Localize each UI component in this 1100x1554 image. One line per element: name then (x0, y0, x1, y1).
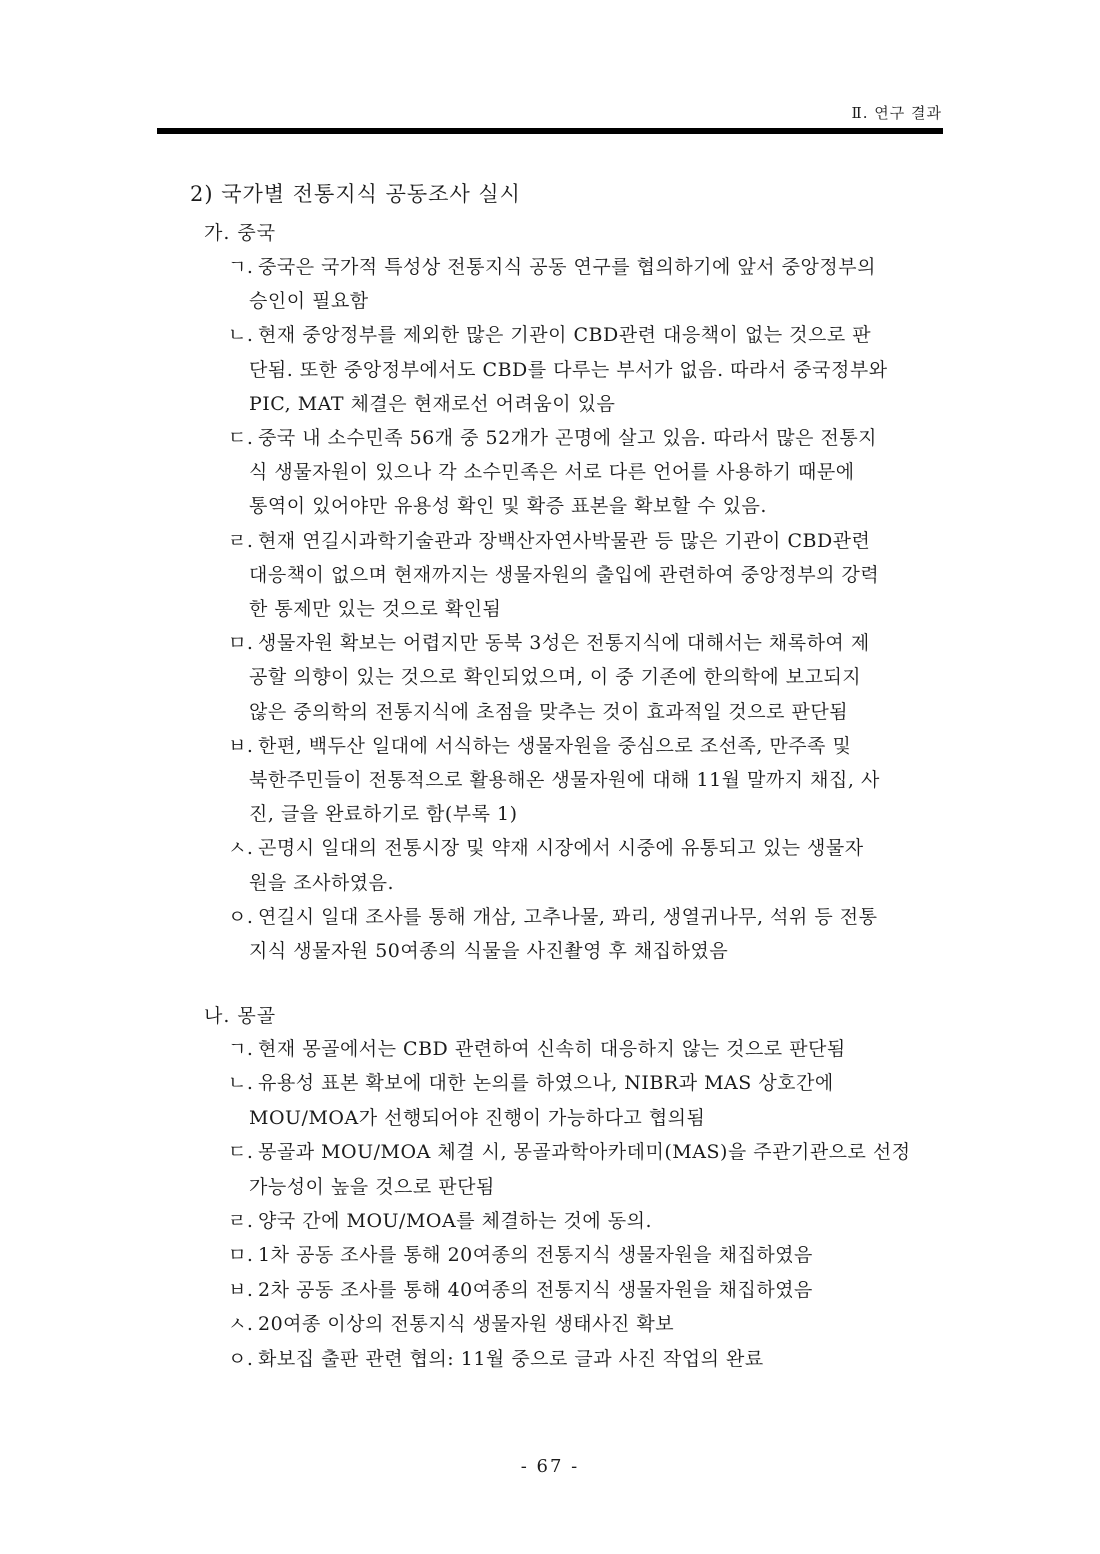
item-text-line: 원을 조사하였음. (249, 871, 395, 894)
item-marker: ㄷ. (228, 427, 254, 449)
item-marker: ㄱ. (228, 1038, 254, 1060)
item-text-line: 북한주민들이 전통적으로 활용해온 생물자원에 대해 11월 말까지 채집, 사 (249, 768, 880, 791)
item-marker: ㅇ. (228, 1347, 254, 1370)
item-text-line: 승인이 필요함 (249, 290, 369, 313)
item-text-line: 연길시 일대 조사를 통해 개삼, 고추나물, 꽈리, 생열귀나무, 석위 등 전통 (258, 905, 878, 928)
item-text-line: 2차 공동 조사를 통해 40여종의 전통지식 생물자원을 채집하였음 (258, 1278, 813, 1301)
item-text-line: 한편, 백두산 일대에 서식하는 생물자원을 중심으로 조선족, 만주족 및 (258, 734, 852, 757)
china-heading: 가. 중국 (204, 222, 277, 244)
item-text-line: 곤명시 일대의 전통시장 및 약재 시장에서 시중에 유통되고 있는 생물자 (258, 837, 864, 860)
item-text-line: 생물자원 확보는 어렵지만 동북 3성은 전통지식에 대해서는 채록하여 제 (258, 632, 870, 655)
item-text-line: 중국은 국가적 특성상 전통지식 공동 연구를 협의하기에 앞서 중앙정부의 (258, 256, 876, 278)
item-text-line: 가능성이 높을 것으로 판단됨 (249, 1175, 495, 1198)
section-title: 2) 국가별 전통지식 공동조사 실시 (190, 182, 521, 206)
item-text-line: 대응책이 없으며 현재까지는 생물자원의 출입에 관련하여 중앙정부의 강력 (249, 563, 880, 586)
item-text-line: 현재 몽골에서는 CBD 관련하여 신속히 대응하지 않는 것으로 판단됨 (258, 1038, 846, 1060)
item-text-line: 지식 생물자원 50여종의 식물을 사진촬영 후 채집하였음 (249, 939, 729, 962)
item-text-line: 공할 의향이 있는 것으로 확인되었으며, 이 중 기존에 한의학에 보고되지 (249, 666, 862, 689)
item-text-line: PIC, MAT 체결은 현재로선 어려움이 있음 (249, 392, 616, 415)
item-marker: ㄱ. (228, 256, 254, 278)
page-number: - 67 - (520, 1456, 580, 1477)
item-text-line: 양국 간에 MOU/MOA를 체결하는 것에 동의. (258, 1210, 653, 1232)
mongolia-heading: 나. 몽골 (204, 1005, 277, 1027)
item-text-line: 중국 내 소수민족 56개 중 52개가 곤명에 살고 있음. 따라서 많은 전통지 (258, 427, 878, 449)
item-text-line: 현재 중앙정부를 제외한 많은 기관이 CBD관련 대응책이 없는 것으로 판 (258, 324, 872, 347)
item-marker: ㅅ. (228, 1313, 254, 1336)
item-marker: ㄷ. (228, 1141, 254, 1164)
item-marker: ㅂ. (228, 1278, 254, 1301)
item-marker: ㅂ. (228, 734, 254, 757)
item-text-line: 몽골과 MOU/MOA 체결 시, 몽골과학아카데미(MAS)을 주관기관으로 선정 (258, 1141, 911, 1164)
item-text-line: MOU/MOA가 선행되어야 진행이 가능하다고 협의됨 (249, 1106, 706, 1129)
header-rule (157, 128, 943, 134)
item-text-line: 유용성 표본 확보에 대한 논의를 하였으나, NIBR과 MAS 상호간에 (258, 1072, 834, 1095)
item-text-line: 현재 연길시과학기술관과 장백산자연사박물관 등 많은 기관이 CBD관련 (258, 529, 871, 552)
item-text-line: 않은 중의학의 전통지식에 초점을 맞추는 것이 효과적일 것으로 판단됨 (249, 700, 849, 723)
item-marker: ㄴ. (228, 1072, 254, 1095)
item-marker: ㅅ. (228, 837, 254, 860)
item-text-line: 진, 글을 완료하기로 함(부록 1) (249, 803, 518, 826)
item-text-line: 20여종 이상의 전통지식 생물자원 생태사진 확보 (258, 1313, 675, 1336)
chapter-header: Ⅱ. 연구 결과 (851, 104, 942, 122)
item-text-line: 통역이 있어야만 유용성 확인 및 확증 표본을 확보할 수 있음. (249, 495, 767, 518)
item-marker: ㄴ. (228, 324, 254, 347)
item-marker: ㄹ. (228, 1210, 254, 1232)
item-marker: ㅁ. (228, 1244, 254, 1267)
item-marker: ㅁ. (228, 632, 254, 655)
item-marker: ㅇ. (228, 905, 254, 928)
item-text-line: 화보집 출판 관련 협의: 11월 중으로 글과 사진 작업의 완료 (258, 1347, 764, 1370)
item-text-line: 단됨. 또한 중앙정부에서도 CBD를 다루는 부서가 없음. 따라서 중국정부와 (249, 358, 888, 381)
item-text-line: 한 통제만 있는 것으로 확인됨 (249, 597, 502, 620)
item-text-line: 1차 공동 조사를 통해 20여종의 전통지식 생물자원을 채집하였음 (258, 1244, 813, 1267)
item-text-line: 식 생물자원이 있으나 각 소수민족은 서로 다른 언어를 사용하기 때문에 (249, 461, 855, 484)
item-marker: ㄹ. (228, 529, 254, 552)
